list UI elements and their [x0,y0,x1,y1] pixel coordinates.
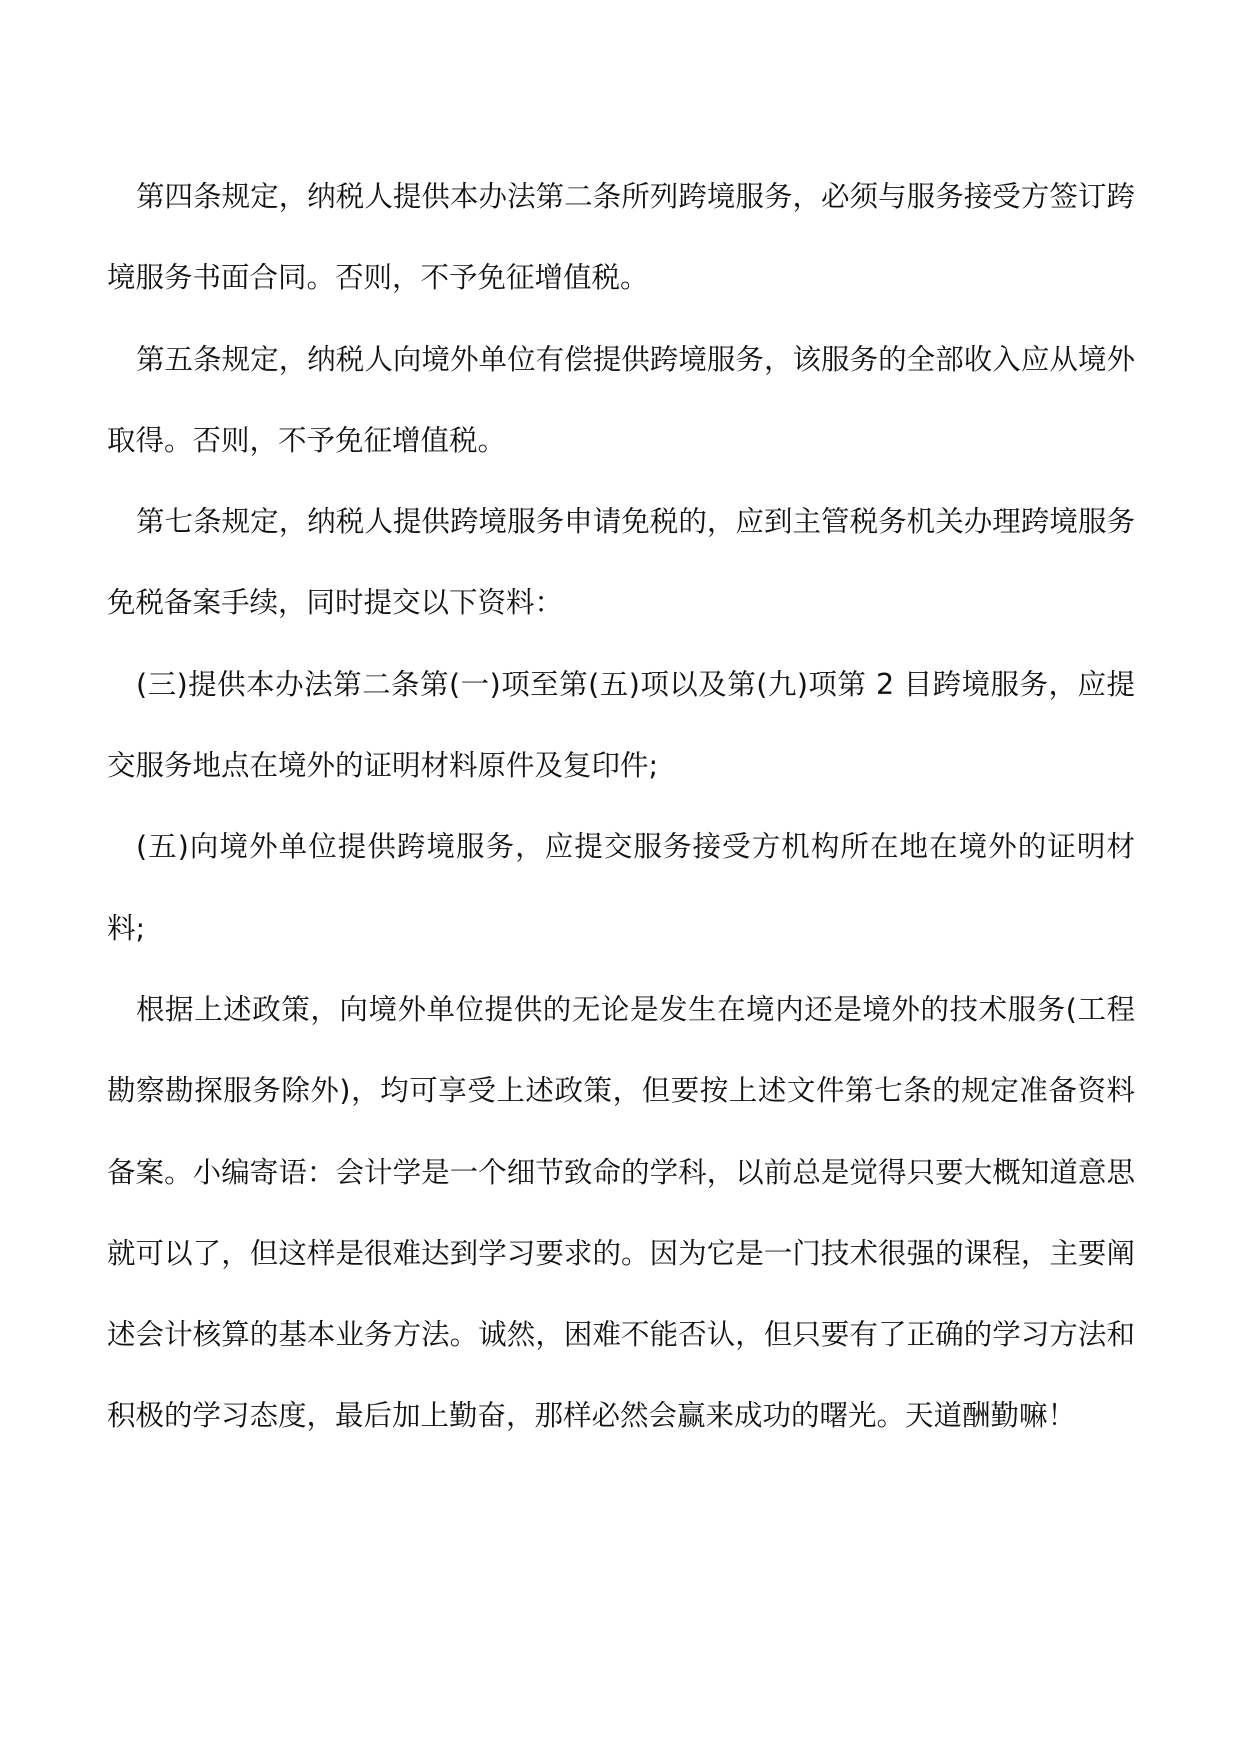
paragraph-article-7: 第七条规定，纳税人提供跨境服务申请免税的，应到主管税务机关办理跨境服务免税备案手续，同时提交以下资料： [107,505,1135,620]
paragraph-article-5: 第五条规定，纳税人向境外单位有偿提供跨境服务，该服务的全部收入应从境外取得。否则，不予免征增值税。 [107,342,1135,457]
paragraph-article-4: 第四条规定，纳税人提供本办法第二条所列跨境服务，必须与服务接受方签订跨境服务书面合同。否则，不予免征增值税。 [107,180,1135,295]
paragraph-item-5: (五)向境外单位提供跨境服务，应提交服务接受方机构所在地在境外的证明材料; [107,830,1135,945]
document-body [107,156,1135,1457]
paragraph-conclusion: 根据上述政策，向境外单位提供的无论是发生在境内还是境外的技术服务(工程勘察勘探服务除外)，均可享受上述政策，但要按上述文件第七条的规定准备资料备案。小编寄语：会计学是一个细节致命的学科，以前总是觉得只要大概知道意思就可以了，但这样是很难达到学习要求的。因为它是一门技术很强的课程，主要阐述会计核算的基本业务方法。诚然，困难不能否认，但只要有了正确的学习方法和积极的学习态度，最后加上勤奋，那样必然会赢来成功的曙光。天道酬勤嘛！ [107,992,1135,1433]
paragraph-item-3: (三)提供本办法第二条第(一)项至第(五)项以及第(九)项第 2 目跨境服务，应提交服务地点在境外的证明材料原件及复印件; [107,667,1135,783]
